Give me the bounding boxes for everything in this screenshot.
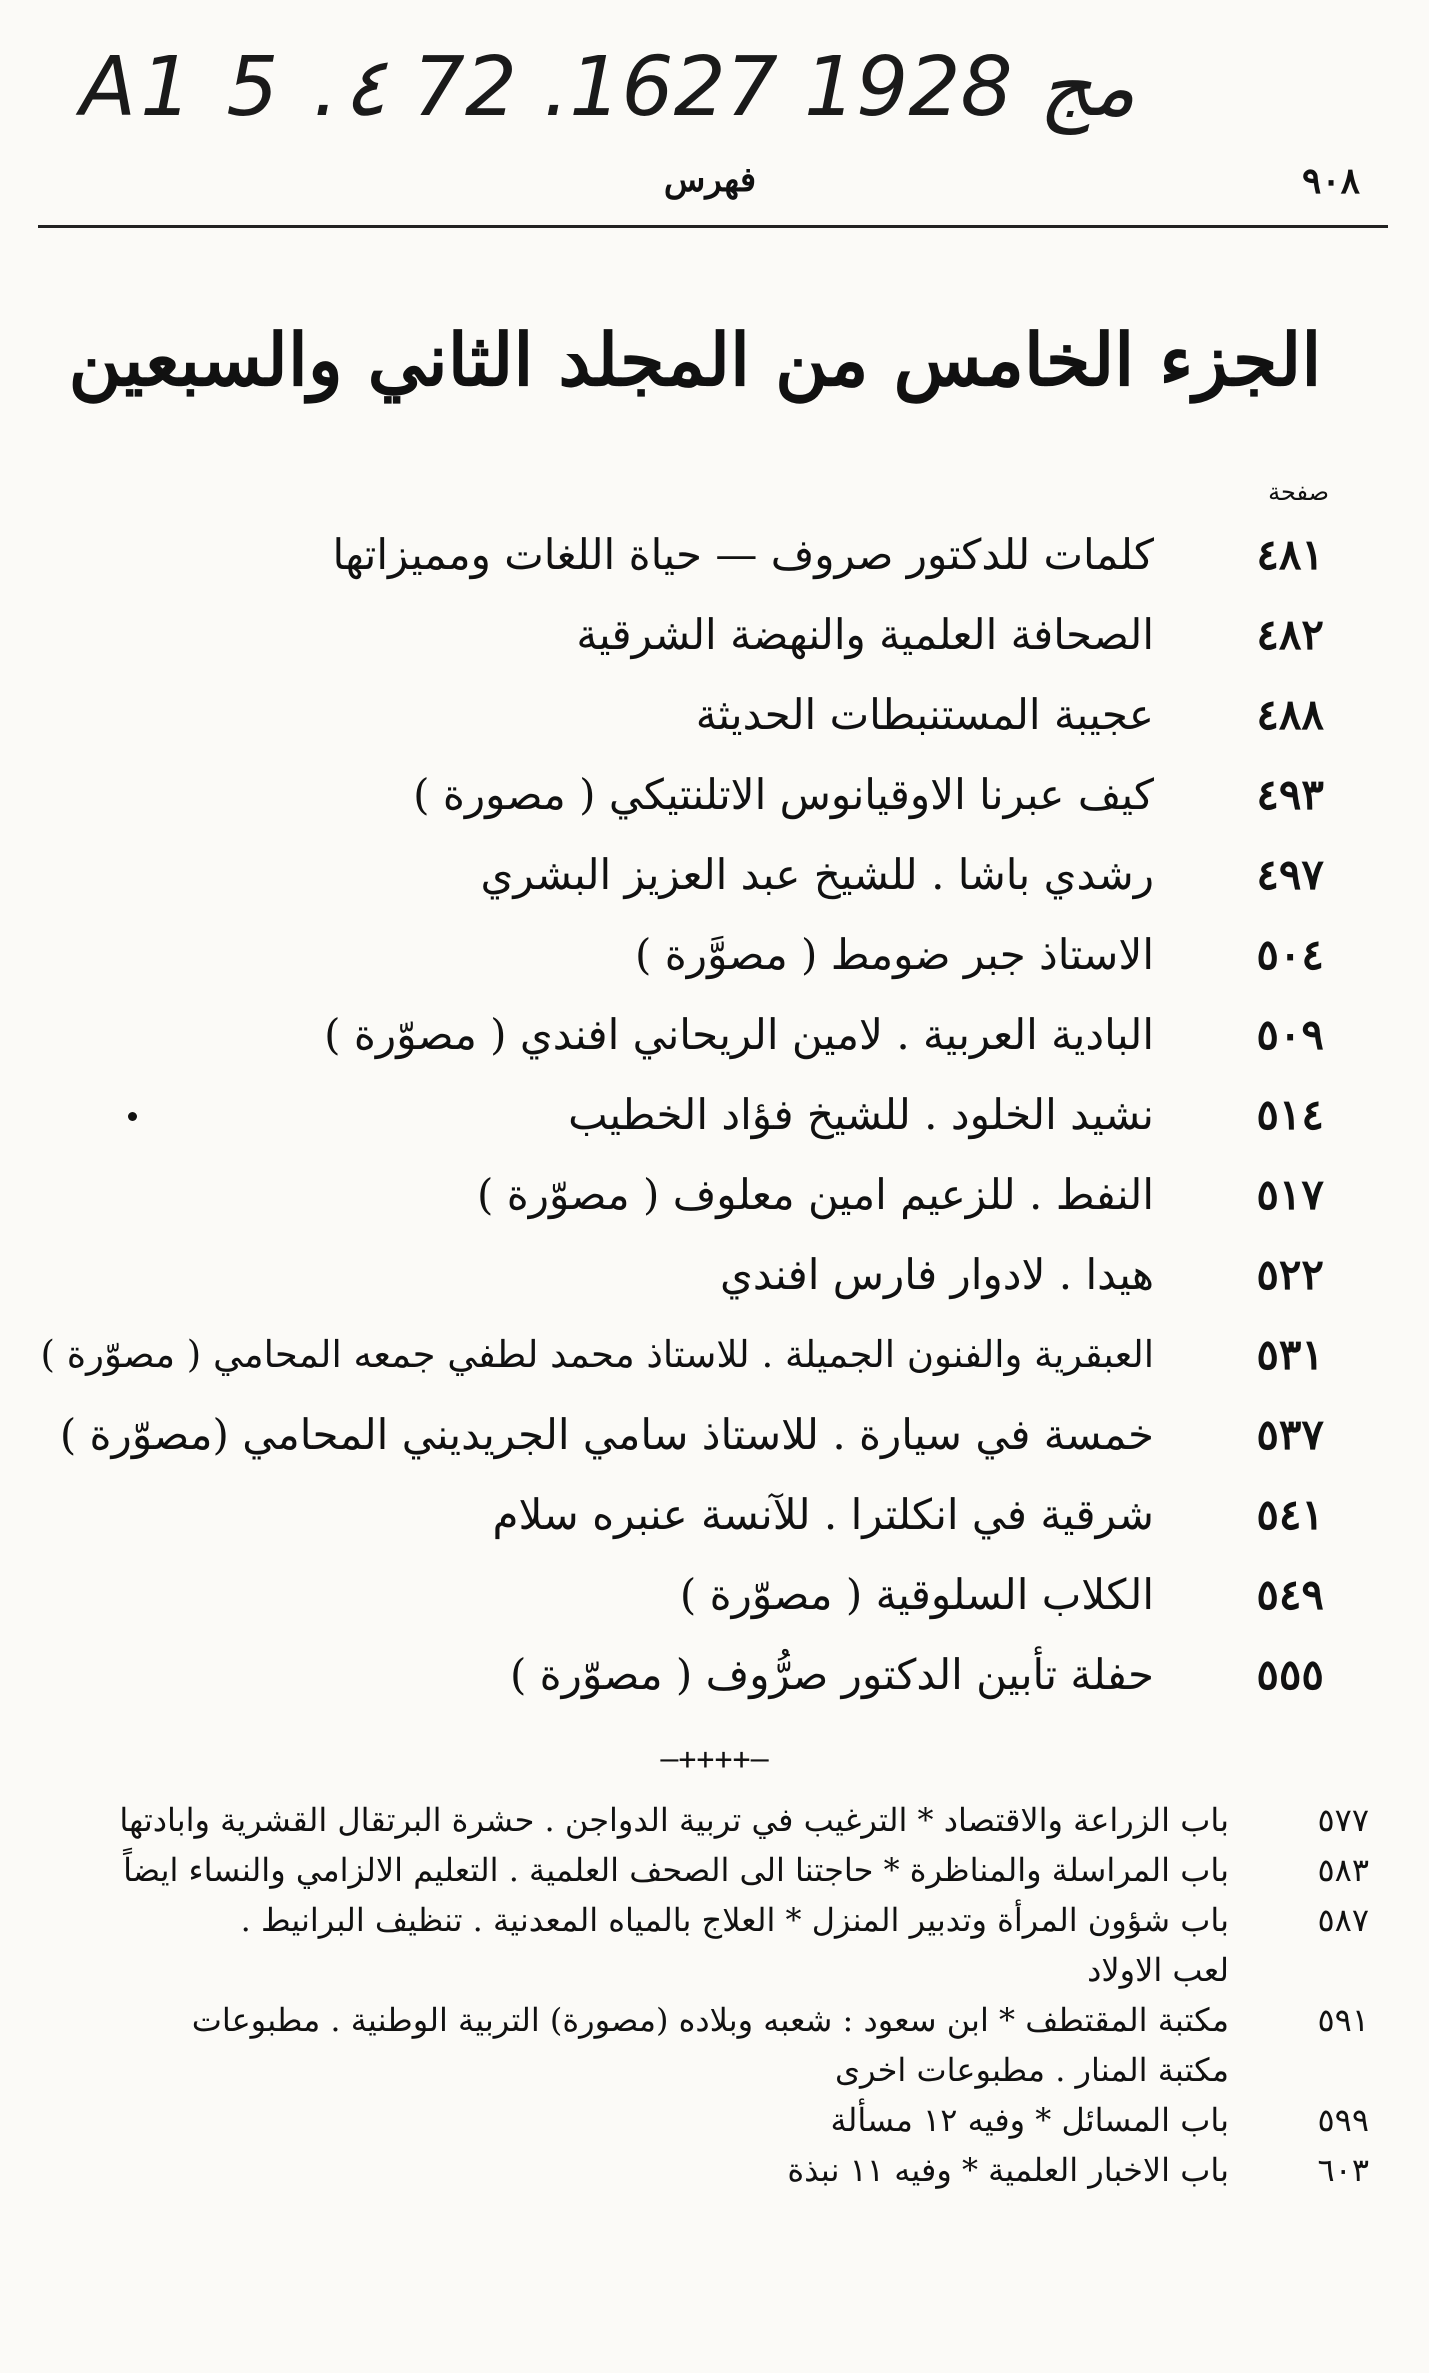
section-text [40, 1995, 1229, 2095]
toc-page-number: ٥٣٧ [1256, 1410, 1324, 1459]
toc-page-number: ٤٩٧ [1256, 850, 1324, 899]
toc-page-number: ٥٣١ [1256, 1330, 1324, 1379]
toc-entry [0, 995, 1429, 1075]
section-entry [0, 1995, 1429, 2095]
page-title: الجزء الخامس من المجلد الثاني والسبعين [68, 317, 1322, 402]
toc-entry [0, 835, 1429, 915]
section-text [40, 2095, 1229, 2145]
toc-page-number: ٥٢٢ [1256, 1250, 1324, 1299]
section-line: باب المسائل * وفيه ١٢ مسألة [830, 2101, 1229, 2139]
toc-page-number: ٥١٤ [1256, 1090, 1324, 1139]
section-page-number: ٥٧٧ [1317, 1801, 1369, 1839]
toc-title: هيدا . لادوار فارس افندي [720, 1250, 1154, 1299]
ink-speck [128, 1112, 137, 1121]
section-text [40, 1845, 1229, 1895]
toc-page-number: ٥٥٥ [1256, 1650, 1324, 1699]
toc-page-number: ٤٨١ [1256, 530, 1324, 579]
toc-entry [0, 515, 1429, 595]
section-line: مكتبة المقتطف * ابن سعود : شعبه وبلاده (مصورة) التربية الوطنية . مطبوعات [191, 2001, 1229, 2039]
section-text [40, 1895, 1229, 1995]
toc-title: رشدي باشا . للشيخ عبد العزيز البشري [480, 850, 1154, 899]
section-page-number: ٥٨٧ [1317, 1901, 1369, 1939]
toc-title: حفلة تأبين الدكتور صرُّوف ( مصوّرة ) [509, 1650, 1154, 1699]
handwritten-annotation: A1 5 .٤ 72 .مج 1928 1627 [80, 40, 1136, 135]
section-entry [0, 2145, 1429, 2195]
running-head [40, 160, 1380, 220]
toc-title: نشيد الخلود . للشيخ فؤاد الخطيب [568, 1090, 1154, 1139]
toc-title: كيف عبرنا الاوقيانوس الاتلنتيكي ( مصورة ) [413, 770, 1154, 819]
section-page-number: ٥٨٣ [1317, 1851, 1369, 1889]
toc-page-number: ٥٤١ [1256, 1490, 1324, 1539]
toc-entry [0, 595, 1429, 675]
section-entry [0, 1895, 1429, 1995]
toc-entry [0, 1235, 1429, 1315]
toc-entry [0, 675, 1429, 755]
header-rule [38, 225, 1388, 228]
section-line: باب الاخبار العلمية * وفيه ١١ نبذة [787, 2151, 1229, 2189]
toc-entry [0, 755, 1429, 835]
toc-entry [0, 1475, 1429, 1555]
toc-page-number: ٥٠٤ [1256, 930, 1324, 979]
section-entry [0, 2095, 1429, 2145]
section-text [40, 1795, 1229, 1845]
toc-title: البادية العربية . لامين الريحاني افندي ( مصوّرة ) [324, 1010, 1154, 1059]
section-page-number: ٦٠٣ [1317, 2151, 1369, 2189]
toc-entry [0, 1155, 1429, 1235]
section-line: باب شؤون المرأة وتدبير المنزل * العلاج بالمياه المعدنية . تنظيف البرانيط . [240, 1901, 1229, 1939]
page-column-label: صفحة [1268, 478, 1329, 506]
section-entry [0, 1795, 1429, 1845]
toc-title: الصحافة العلمية والنهضة الشرقية [576, 610, 1154, 659]
toc-page-number: ٤٩٣ [1256, 770, 1324, 819]
toc-title: عجيبة المستنبطات الحديثة [695, 690, 1154, 739]
toc-page-number: ٤٨٢ [1256, 610, 1324, 659]
sections-list [0, 1795, 1429, 2195]
toc-page-number: ٥١٧ [1256, 1170, 1324, 1219]
toc-title: النفط . للزعيم امين معلوف ( مصوّرة ) [476, 1170, 1154, 1219]
page-number: ٩٠٨ [1301, 160, 1360, 202]
toc-title: الكلاب السلوقية ( مصوّرة ) [679, 1570, 1154, 1619]
toc-title: الاستاذ جبر ضومط ( مصوَّرة ) [635, 930, 1154, 979]
header-title: فهرس [663, 160, 757, 200]
toc-page-number: ٤٨٨ [1256, 690, 1324, 739]
toc-entry [0, 1635, 1429, 1715]
section-page-number: ٥٩٩ [1317, 2101, 1369, 2139]
toc-page-number: ٥٤٩ [1256, 1570, 1324, 1619]
section-entry [0, 1845, 1429, 1895]
toc-entry [0, 1555, 1429, 1635]
toc-title: كلمات للدكتور صروف — حياة اللغات ومميزاتها [332, 530, 1154, 579]
toc-title: شرقية في انكلترا . للآنسة عنبره سلام [492, 1490, 1154, 1539]
table-of-contents [0, 515, 1429, 1715]
toc-page-number: ٥٠٩ [1256, 1010, 1324, 1059]
toc-entry [0, 1075, 1429, 1155]
section-line: مكتبة المنار . مطبوعات اخرى [834, 2051, 1229, 2089]
section-line: لعب الاولاد [1087, 1951, 1229, 1989]
toc-title: العبقرية والفنون الجميلة . للاستاذ محمد لطفي جمعه المحامي ( مصوّرة ) [40, 1333, 1154, 1376]
section-line: باب المراسلة والمناظرة * حاجتنا الى الصحف العلمية . التعليم الالزامي والنساء ايضاً [123, 1851, 1229, 1889]
section-text [40, 2145, 1229, 2195]
toc-entry [0, 915, 1429, 995]
section-divider: —++++— [660, 1742, 769, 1777]
section-page-number: ٥٩١ [1317, 2001, 1369, 2039]
toc-entry [0, 1395, 1429, 1475]
section-line: باب الزراعة والاقتصاد * الترغيب في تربية الدواجن . حشرة البرتقال القشرية وابادتها [119, 1801, 1229, 1839]
toc-title: خمسة في سيارة . للاستاذ سامي الجريديني المحامي (مصوّرة ) [59, 1410, 1154, 1459]
toc-entry [0, 1315, 1429, 1395]
